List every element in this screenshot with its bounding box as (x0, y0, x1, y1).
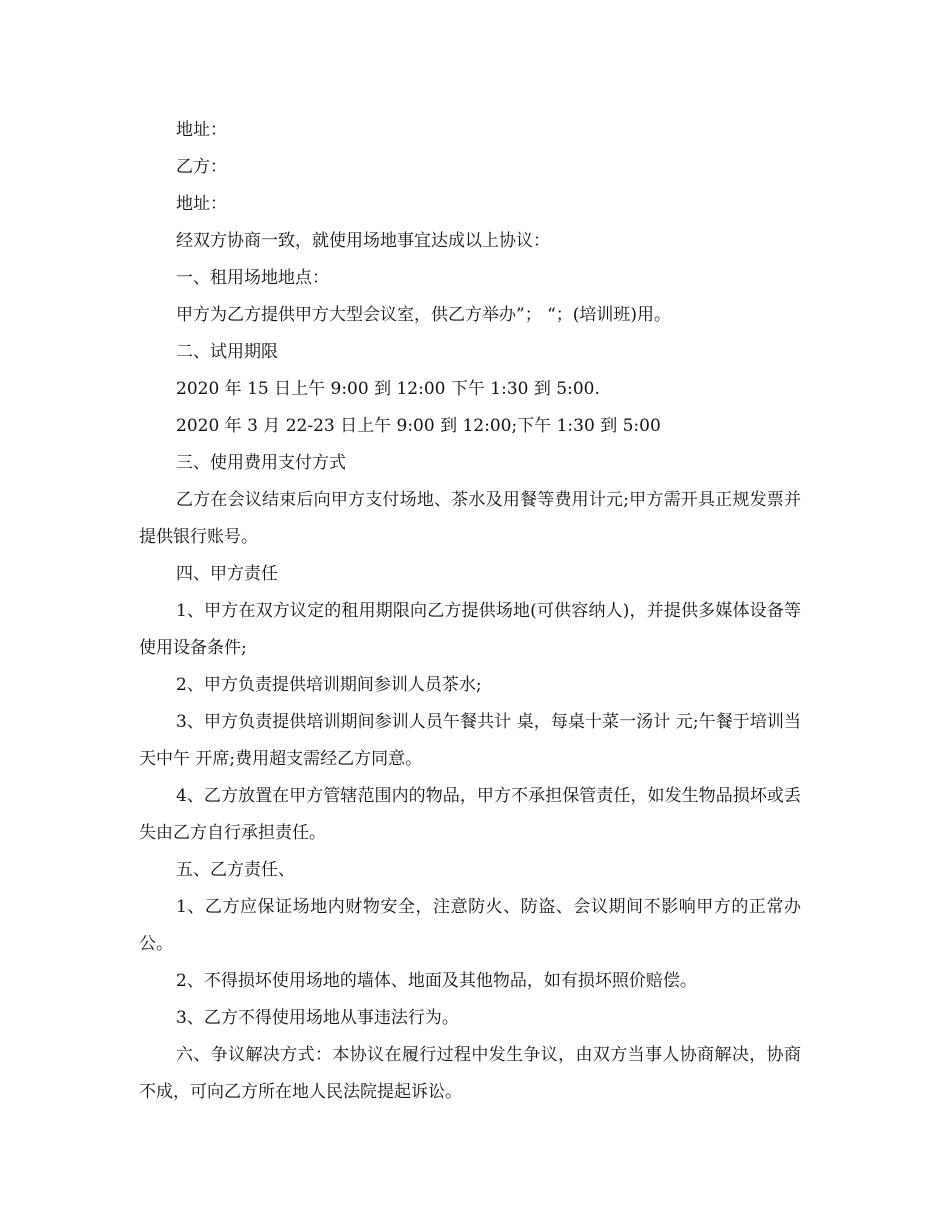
section-heading-usage-period: 二、试用期限 (176, 342, 278, 362)
section-heading-payment-method: 三、使用费用支付方式 (176, 453, 346, 473)
paragraph-party-a-duty-4: 4、乙方放置在甲方管辖范围内的物品，甲方不承担保管责任，如发生物品损坏或丢失由乙方自行承担责任。 (139, 786, 801, 843)
paragraph-party-a-duty-1: 1、甲方在双方议定的租用期限向乙方提供场地(可供容纳人)，并提供多媒体设备等使用设备条件; (139, 601, 801, 658)
paragraph-party-b: 乙方： (176, 157, 227, 177)
paragraph-period-one: 2020 年 15 日上午 9:00 到 12:00 下午 1:30 到 5:00. (176, 379, 600, 399)
section-heading-party-b-duties: 五、乙方责任、 (176, 860, 295, 880)
paragraph-address-b: 地址： (176, 194, 227, 214)
paragraph-address-a: 地址： (176, 120, 227, 140)
paragraph-party-b-duty-2: 2、不得损坏使用场地的墙体、地面及其他物品，如有损坏照价赔偿。 (176, 971, 697, 991)
paragraph-party-b-duty-1: 1、乙方应保证场地内财物安全，注意防火、防盗、会议期间不影响甲方的正常办公。 (139, 897, 801, 954)
paragraph-venue-provision: 甲方为乙方提供甲方大型会议室，供乙方举办”； “；(培训班)用。 (176, 305, 672, 325)
paragraph-agreement-intro: 经双方协商一致，就使用场地事宜达成以上协议： (176, 231, 550, 251)
paragraph-party-a-duty-3: 3、甲方负责提供培训期间参训人员午餐共计 桌，每桌十菜一汤计 元;午餐于培训当天中午 开席;费用超支需经乙方同意。 (139, 712, 801, 769)
paragraph-period-two: 2020 年 3 月 22-23 日上午 9:00 到 12:00;下午 1:30 到 5:00 (176, 416, 661, 436)
paragraph-party-b-duty-3: 3、乙方不得使用场地从事违法行为。 (176, 1008, 459, 1028)
paragraph-dispute-resolution: 六、争议解决方式：本协议在履行过程中发生争议，由双方当事人协商解决，协商不成，可向乙方所在地人民法院提起诉讼。 (139, 1045, 801, 1102)
section-heading-venue-location: 一、租用场地地点： (176, 268, 329, 288)
section-heading-party-a-duties: 四、甲方责任 (176, 564, 278, 584)
paragraph-payment-terms: 乙方在会议结束后向甲方支付场地、茶水及用餐等费用计元;甲方需开具正规发票并提供银行账号。 (139, 490, 801, 547)
paragraph-party-a-duty-2: 2、甲方负责提供培训期间参训人员茶水; (176, 675, 482, 695)
contract-body (139, 112, 801, 1111)
